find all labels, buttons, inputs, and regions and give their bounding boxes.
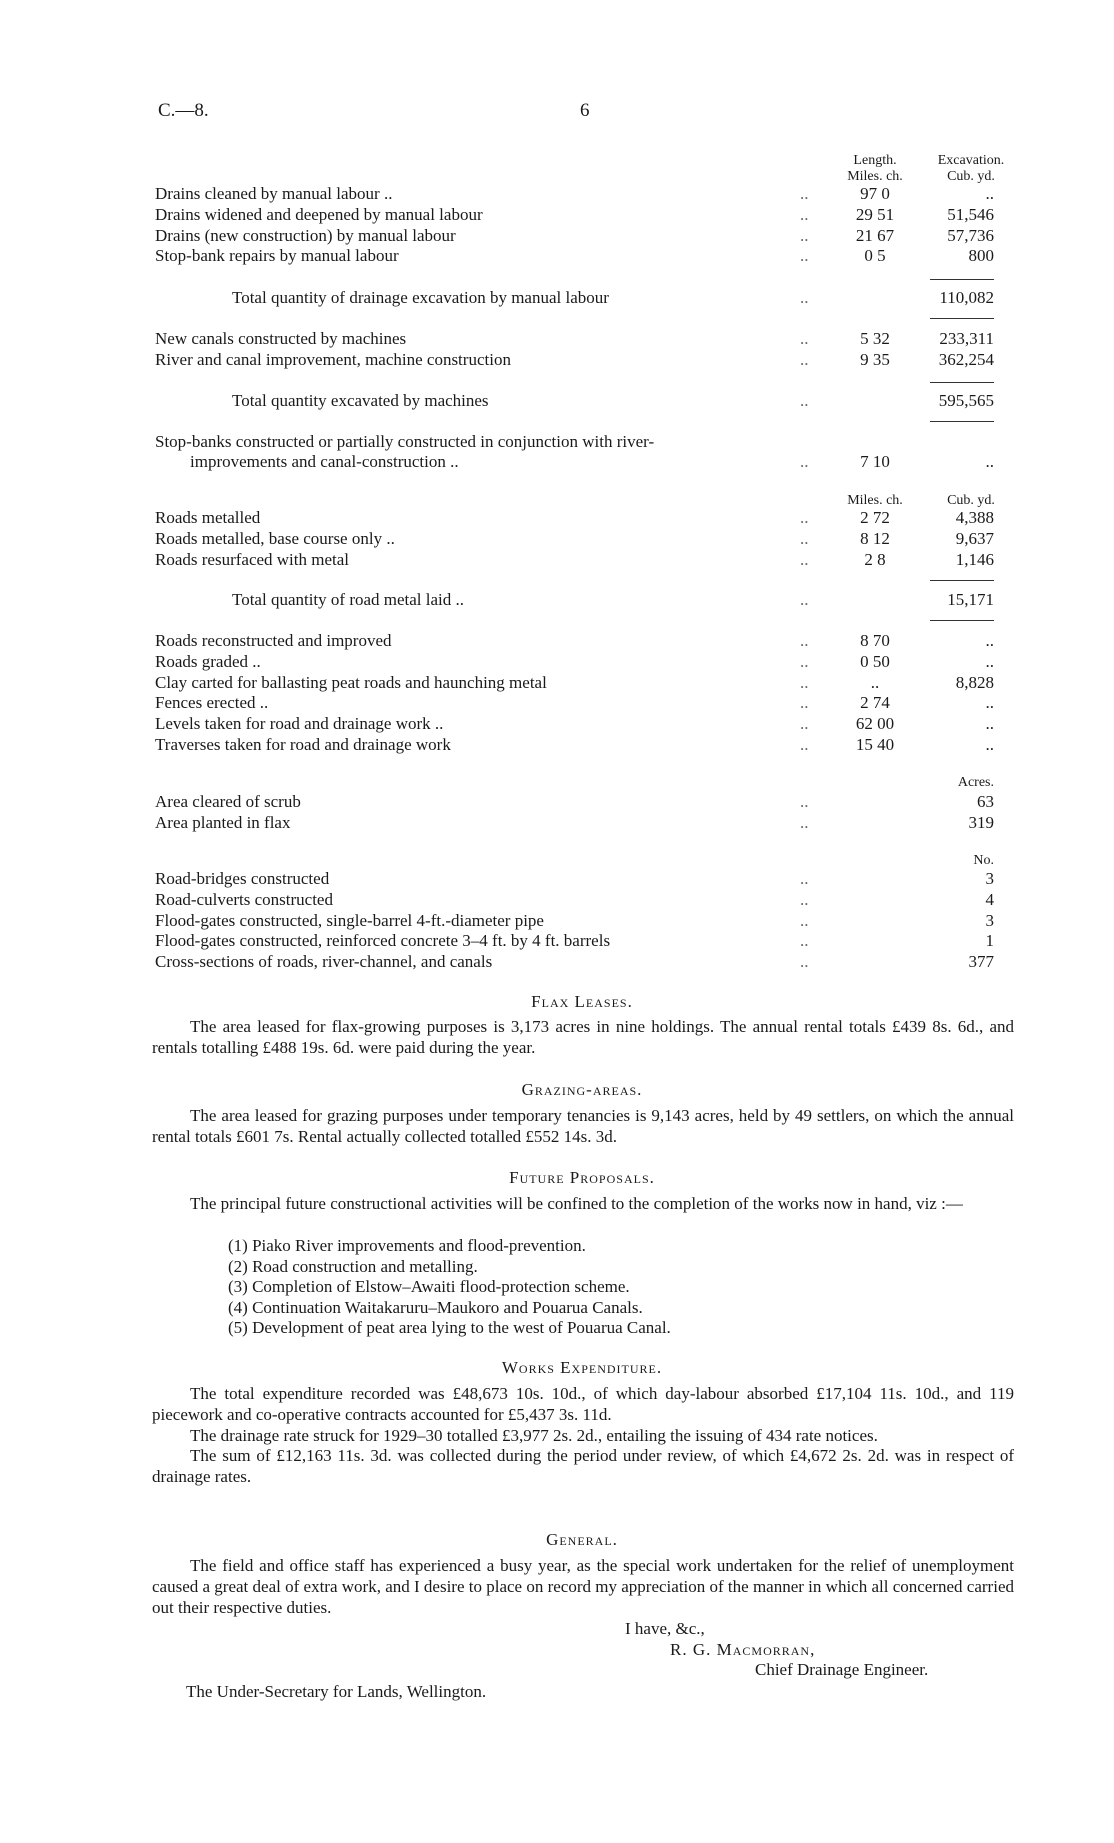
page-number: 6 [580,100,590,121]
section-heading-general: General. [546,1530,618,1549]
table-row-length: 2 72 [860,508,890,527]
table-row-value: 3 [985,869,994,888]
volume-column-units: Cub. yd. [947,493,995,508]
table-row-label: Roads reconstructed and improved [155,631,392,650]
total-rule [930,318,994,319]
leader-dots: .. [800,350,809,369]
future-list [228,1236,671,1339]
table-row-label: Roads metalled [155,508,261,527]
table-row-volume: .. [985,693,994,712]
table-row-length: 8 70 [860,631,890,650]
table-row-label: Drains cleaned by manual labour .. [155,184,393,203]
leader-dots: .. [800,931,809,950]
list-item: (4) Continuation Waitakaruru–Maukoro and Pouarua Canals. [228,1297,643,1317]
table-row-volume: 9,637 [955,529,994,548]
list-item: (3) Completion of Elstow–Awaiti flood-protection scheme. [228,1277,630,1296]
table-row-length: 29 51 [855,205,895,224]
acres-column-header: Acres. [957,775,994,790]
flax-paragraph: The area leased for flax-growing purposes is 3,173 acres in nine holdings. The annual rental totals £439 8s. 6d., and rentals totalling £488 19s. 6d. were paid during the year. [152,1017,1014,1057]
table-row-excavation: .. [985,184,994,203]
table-row-label: Road-culverts constructed [155,890,333,909]
table-row-label: Levels taken for road and drainage work .. [155,714,444,733]
table-row-excavation: 57,736 [947,226,994,245]
table-row-volume: .. [985,714,994,733]
table-row-length: 7 10 [860,452,890,471]
table-row-length: 5 32 [860,329,890,348]
leader-dots: .. [800,813,809,832]
leader-dots: .. [800,329,809,348]
leader-dots: .. [800,693,809,712]
excavation-column-units: Cub. yd. [947,169,995,184]
table-row-value: 377 [968,952,994,971]
stopbanks-label-line2: improvements and canal-construction .. [190,452,459,471]
table-row-label: Drains (new construction) by manual labour [155,226,456,245]
leader-dots: .. [800,184,809,203]
table-row-label: Drains widened and deepened by manual labour [155,205,483,224]
leader-dots: .. [800,911,809,930]
table-row-label: Area cleared of scrub [155,792,301,811]
table-row-label: Road-bridges constructed [155,869,330,888]
table-row-length: 97 0 [860,184,890,203]
list-item: (2) Road construction and metalling. [228,1256,478,1276]
leader-dots: .. [800,673,809,692]
leader-dots: .. [800,869,809,888]
leader-dots: .. [800,792,809,811]
total-rule [930,620,994,621]
leader-dots: .. [800,205,809,224]
signatory-name: R. G. Macmorran, [670,1640,816,1659]
table-row-volume: .. [985,735,994,754]
grazing-paragraph: The area leased for grazing purposes under temporary tenancies is 9,143 acres, held by 49 settlers, on which the annual rental totals £601 7s. Rental actually collected totalled £552 14s. 3d. [152,1106,1014,1146]
section-heading-grazing: Grazing-areas. [521,1080,643,1099]
table-row-volume: .. [985,652,994,671]
table-row-label: Roads metalled, base course only .. [155,529,395,548]
table-row-label: Roads resurfaced with metal [155,550,350,569]
leader-dots: .. [800,714,809,733]
table-row-excavation: 233,311 [939,329,994,348]
total-rule [930,421,994,422]
leader-dots: .. [800,631,809,650]
addressee: The Under-Secretary for Lands, Wellington. [186,1682,487,1701]
table-row-length: 15 40 [855,735,895,754]
table-row-label: Roads graded .. [155,652,261,671]
table-row-length: 2 8 [864,550,886,569]
table-row-excavation: .. [985,452,994,471]
leader-dots: .. [800,590,809,609]
document-reference: C.—8. [158,100,209,121]
table-row-label: Cross-sections of roads, river-channel, and canals [155,952,493,971]
table-row-excavation: 51,546 [947,205,994,224]
table-row-length: 0 50 [860,652,890,671]
section-heading-flax: Flax Leases. [531,992,633,1011]
excavation-column-header: Excavation. [937,153,1005,168]
table-row-label: Stop-bank repairs by manual labour [155,246,399,265]
table-row-label: Fences erected .. [155,693,269,712]
closing: I have, &c., [625,1619,705,1638]
table-row-length: .. [870,673,880,692]
length-column-header: Length. [853,153,897,168]
table-row-value: 63 [977,792,994,811]
total-rule [930,382,994,383]
total-label: Total quantity excavated by machines [232,391,489,410]
total-rule [930,580,994,581]
table-row-excavation: 800 [968,246,994,265]
table-row-length: 2 74 [860,693,890,712]
leader-dots: .. [800,246,809,265]
length-column-units: Miles. ch. [847,493,903,508]
leader-dots: .. [800,508,809,527]
section-heading-future: Future Proposals. [509,1168,655,1187]
leader-dots: .. [800,226,809,245]
table-row-label: Flood-gates constructed, reinforced concrete 3–4 ft. by 4 ft. barrels [155,931,611,950]
leader-dots: .. [800,735,809,754]
table-row-label: Clay carted for ballasting peat roads and haunching metal [155,673,547,692]
table-row-length: 62 00 [855,714,895,733]
table-row-label: Area planted in flax [155,813,291,832]
table-row-length: 21 67 [855,226,895,245]
general-paragraph: The field and office staff has experienced a busy year, as the special work undertaken for the relief of unemployment caused a great deal of extra work, and I desire to place on record my appreciation of the manner in which all concerned carried out their respective duties. [152,1556,1014,1617]
total-rule [930,279,994,280]
leader-dots: .. [800,452,809,471]
leader-dots: .. [800,952,809,971]
total-label: Total quantity of drainage excavation by manual labour [232,288,609,307]
table-row-excavation: 362,254 [938,350,994,369]
table-row-length: 9 35 [860,350,890,369]
leader-dots: .. [800,391,809,410]
table-row-volume: 4,388 [955,508,994,527]
table-row-value: 319 [968,813,994,832]
table-row-value: 3 [985,911,994,930]
leader-dots: .. [800,890,809,909]
stopbanks-label-line1: Stop-banks constructed or partially constructed in conjunction with river- [155,432,655,451]
table-row-length: 0 5 [864,246,886,265]
total-value: 595,565 [938,391,994,410]
table-row-volume: 8,828 [955,673,994,692]
table-row-label: New canals constructed by machines [155,329,407,348]
signatory-title: Chief Drainage Engineer. [755,1660,929,1679]
section-heading-works: Works Expenditure. [501,1358,663,1377]
number-column-header: No. [973,853,994,868]
table-row-volume: 1,146 [955,550,994,569]
total-value: 15,171 [947,590,994,609]
total-value: 110,082 [939,288,994,307]
table-row-label: Flood-gates constructed, single-barrel 4-ft.-diameter pipe [155,911,544,930]
table-row-value: 4 [985,890,994,909]
leader-dots: .. [800,529,809,548]
table-row-length: 8 12 [860,529,890,548]
table-row-label: Traverses taken for road and drainage work [155,735,451,754]
list-item: (1) Piako River improvements and flood-prevention. [228,1236,586,1255]
leader-dots: .. [800,550,809,569]
table-row-volume: .. [985,631,994,650]
table-row-label: River and canal improvement, machine construction [155,350,511,369]
total-label: Total quantity of road metal laid .. [232,590,465,609]
list-item: (5) Development of peat area lying to the west of Pouarua Canal. [228,1318,671,1337]
works-paragraphs: The total expenditure recorded was £48,673 10s. 10d., of which day-labour absorbed £17,104 11s. 10d., and 119 piecework and co-operative contracts accounted for £5,437 3s. 11d. The drainage rate struck for 1929–30 totalled £3,977 2s. 2d., entailing the issuing of 434 rate notices. The sum of £12,163 11s. 3d. was collected during the period under review, of which £4,672 2s. 2d. was in respect of drainage rates. [152,1384,1014,1487]
leader-dots: .. [800,652,809,671]
length-column-units: Miles. ch. [847,169,903,184]
future-intro: The principal future constructional activities will be confined to the completion of the works now in hand, viz :— [190,1194,963,1213]
leader-dots: .. [800,288,809,307]
table-row-value: 1 [985,931,994,950]
